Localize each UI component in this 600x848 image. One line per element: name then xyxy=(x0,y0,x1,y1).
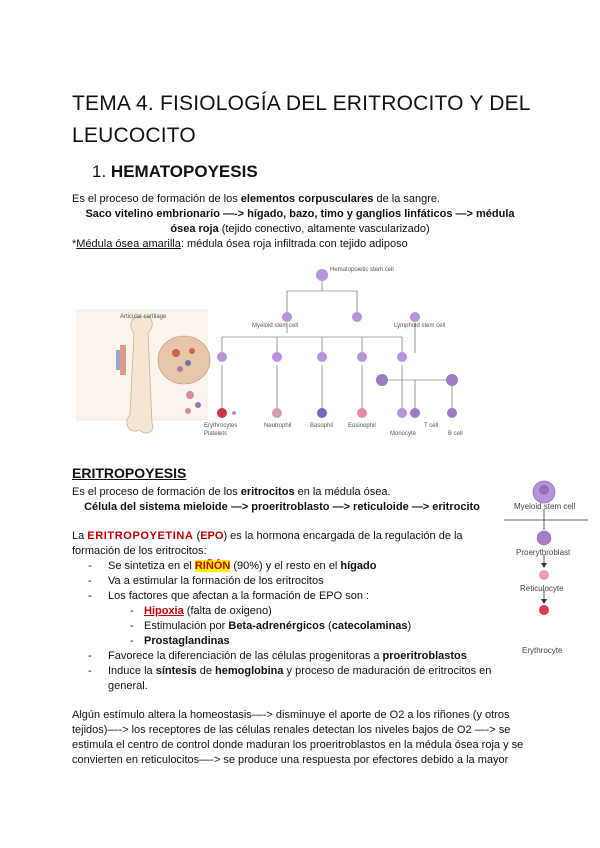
t-cell xyxy=(410,408,420,418)
side-label-reticulocyte: Reticulocyte xyxy=(520,584,564,593)
platelet xyxy=(232,411,236,415)
progenitor-cell xyxy=(357,352,367,362)
text: * xyxy=(72,238,77,250)
epo-bullet-3: - Los factores que afectan a la formación de EPO son : xyxy=(88,590,370,602)
label-bcell: B cell xyxy=(448,431,463,437)
text: en la médula ósea. xyxy=(294,486,391,498)
text: Va a estimular la formación de los eritrocitos xyxy=(108,575,324,587)
hematopoyesis-definition xyxy=(72,192,440,207)
hipoxia: Hipoxia xyxy=(144,605,184,617)
hematopoyesis-sites-line: Saco vitelino embrionario —-> hígado, bazo, timo y ganglios linfáticos —> médula xyxy=(85,208,515,220)
text: Es el proceso de formación de los xyxy=(72,486,241,498)
bone-illustration xyxy=(77,310,210,433)
epo-bullet-4: - Favorece la diferenciación de las células progenitoras a proeritroblastos xyxy=(88,650,467,662)
text: ( xyxy=(324,620,332,632)
epo-sub-3: - Prostaglandinas xyxy=(130,635,230,647)
homeostasis-paragraph xyxy=(72,708,542,768)
section-number: 1. xyxy=(92,162,107,181)
text: La xyxy=(72,530,88,542)
epo-abbr: EPO xyxy=(200,530,224,542)
text: ) es la hormona encargada de la regulación de la xyxy=(223,530,463,542)
text: Estimulación por xyxy=(144,620,229,632)
bold-text: proeritroblastos xyxy=(382,650,467,662)
page-title: TEMA 4. FISIOLOGÍA DEL ERITROCITO Y DEL LEUCOCITO xyxy=(72,92,530,147)
label-lymphoid: Lymphoid stem cell xyxy=(394,323,446,329)
eritropoyesis-definition xyxy=(72,485,391,500)
reticulocyte-icon xyxy=(539,570,549,580)
erythrocyte xyxy=(217,408,227,418)
yellow-marrow-note xyxy=(72,237,408,252)
text: Es el proceso de formación de los xyxy=(72,193,241,205)
lymphocyte-precursor xyxy=(446,374,458,386)
epo-intro-line2: formación de los eritrocitos: xyxy=(72,545,207,557)
para-line: tejidos)—-> los receptores de las células renales detectan los niveles bajos de O2 —-> se xyxy=(72,724,511,736)
text: ) xyxy=(407,620,412,632)
eritropoyesis-heading: ERITROPOYESIS xyxy=(72,465,187,481)
section-title: HEMATOPOYESIS xyxy=(110,162,258,181)
epo-bullet-5-line2: general. xyxy=(108,680,148,692)
text: Favorece la diferenciación de las células progenitoras a xyxy=(108,650,383,662)
b-cell xyxy=(447,408,457,418)
bold-text: hemoglobina xyxy=(215,665,284,677)
lymphoid-cell xyxy=(352,312,362,322)
epo-sub-1: - Hipoxia (falta de oxigeno) xyxy=(130,605,272,617)
lineage-connectors xyxy=(222,281,452,410)
text: ( xyxy=(193,530,201,542)
bold-text: eritrocitos xyxy=(240,486,295,498)
progenitor-cell xyxy=(317,352,327,362)
para-line: estimula el centro de control donde maduran los proeritroblastos en la médula ósea roja y se xyxy=(72,739,524,751)
epo-intro xyxy=(72,529,463,544)
bold-text: elementos corpusculares xyxy=(240,193,374,205)
label-erythrocytes: Erythrocytes xyxy=(204,423,238,429)
monocyte xyxy=(397,408,407,418)
bold-text: síntesis xyxy=(155,665,197,677)
epo-bullet-1: - Se sintetiza en el RIÑÓN (90%) y el resto en el hígado xyxy=(88,560,377,572)
progenitor-cell xyxy=(397,352,407,362)
text: y proceso de maduración de eritrocitos en xyxy=(283,665,492,677)
text: (tejido conectivo, altamente vascularizado) xyxy=(218,223,430,235)
label-basophil: Basophil xyxy=(310,423,334,429)
neutrophil xyxy=(272,408,282,418)
myeloid-cell xyxy=(282,312,292,322)
progenitor-cell xyxy=(217,352,227,362)
text: (falta de oxigeno) xyxy=(183,605,272,617)
lineage-labels xyxy=(204,267,463,437)
side-label-proerythroblast: Proerythroblast xyxy=(516,548,571,557)
proerythroblast-icon xyxy=(537,531,551,545)
epo-bullet-2: - Va a estimular la formación de los eritrocitos xyxy=(88,575,324,587)
bone-caption: Articular cartilage xyxy=(120,314,167,320)
bold-text: catecolaminas xyxy=(331,620,408,632)
hematopoiesis-figure xyxy=(72,255,532,450)
bold-text: hígado xyxy=(340,560,377,572)
lymphocyte-precursor xyxy=(376,374,388,386)
bold-text: ósea roja xyxy=(170,223,219,235)
para-line: convierten en reticulocitos—-> se produce una respuesta por efectores debido a la mayor xyxy=(72,754,509,766)
text: de la sangre. xyxy=(373,193,441,205)
lineage-cells xyxy=(217,269,458,418)
erythrocyte-icon xyxy=(539,605,549,615)
label-myeloid: Myeloid stem cell xyxy=(252,323,299,329)
side-label-erythrocyte: Erythrocyte xyxy=(522,646,563,655)
bold-text: Beta-adrenérgicos xyxy=(228,620,325,632)
text: : médula ósea roja infiltrada con tejido adiposo xyxy=(180,238,408,250)
text: (90%) y el resto en el xyxy=(230,560,341,572)
side-label-myeloid: Myeloid stem cell xyxy=(514,502,576,511)
progenitor-cell xyxy=(272,352,282,362)
text: Induce la xyxy=(108,665,156,677)
label-monocyte: Monocyte xyxy=(390,431,417,437)
text: Se sintetiza en el xyxy=(108,560,195,572)
epo-sub-2: - Estimulación por Beta-adrenérgicos (catecolaminas) xyxy=(130,620,412,632)
basophil xyxy=(317,408,327,418)
highlight-rinon: RIÑÓN xyxy=(194,560,231,572)
underlined-text: Médula ósea amarilla xyxy=(76,238,181,250)
bold-text: Prostaglandinas xyxy=(144,635,230,647)
lymphoid-progenitor xyxy=(410,312,420,322)
epo-name: ERITROPOYETINA xyxy=(87,530,194,542)
label-neutrophil: Neutrophil xyxy=(264,423,292,429)
epo-bullet-5: - Induce la síntesis de hemoglobina y proceso de maduración de eritrocitos en xyxy=(88,665,492,677)
label-eosinophil: Eosinophil xyxy=(348,423,376,429)
hematopoyesis-sites-line2 xyxy=(72,222,528,237)
text: Los factores que afectan a la formación de EPO son : xyxy=(108,590,370,602)
section-heading-hematopoyesis xyxy=(92,162,258,182)
label-hsc: Hematopoietic stem cell xyxy=(330,267,394,273)
eritropoyesis-chain: Célula del sistema mieloide —> proeritroblasto —> reticuloide —> eritrocito xyxy=(84,501,480,513)
text: de xyxy=(196,665,216,677)
para-line: Algún estímulo altera la homeostasis—-> disminuye el aporte de O2 a los riñones (y otros xyxy=(72,709,510,721)
eosinophil xyxy=(357,408,367,418)
label-platelets: Platelets xyxy=(204,431,228,437)
label-tcell: T cell xyxy=(424,423,439,429)
stem-cell xyxy=(316,269,328,281)
